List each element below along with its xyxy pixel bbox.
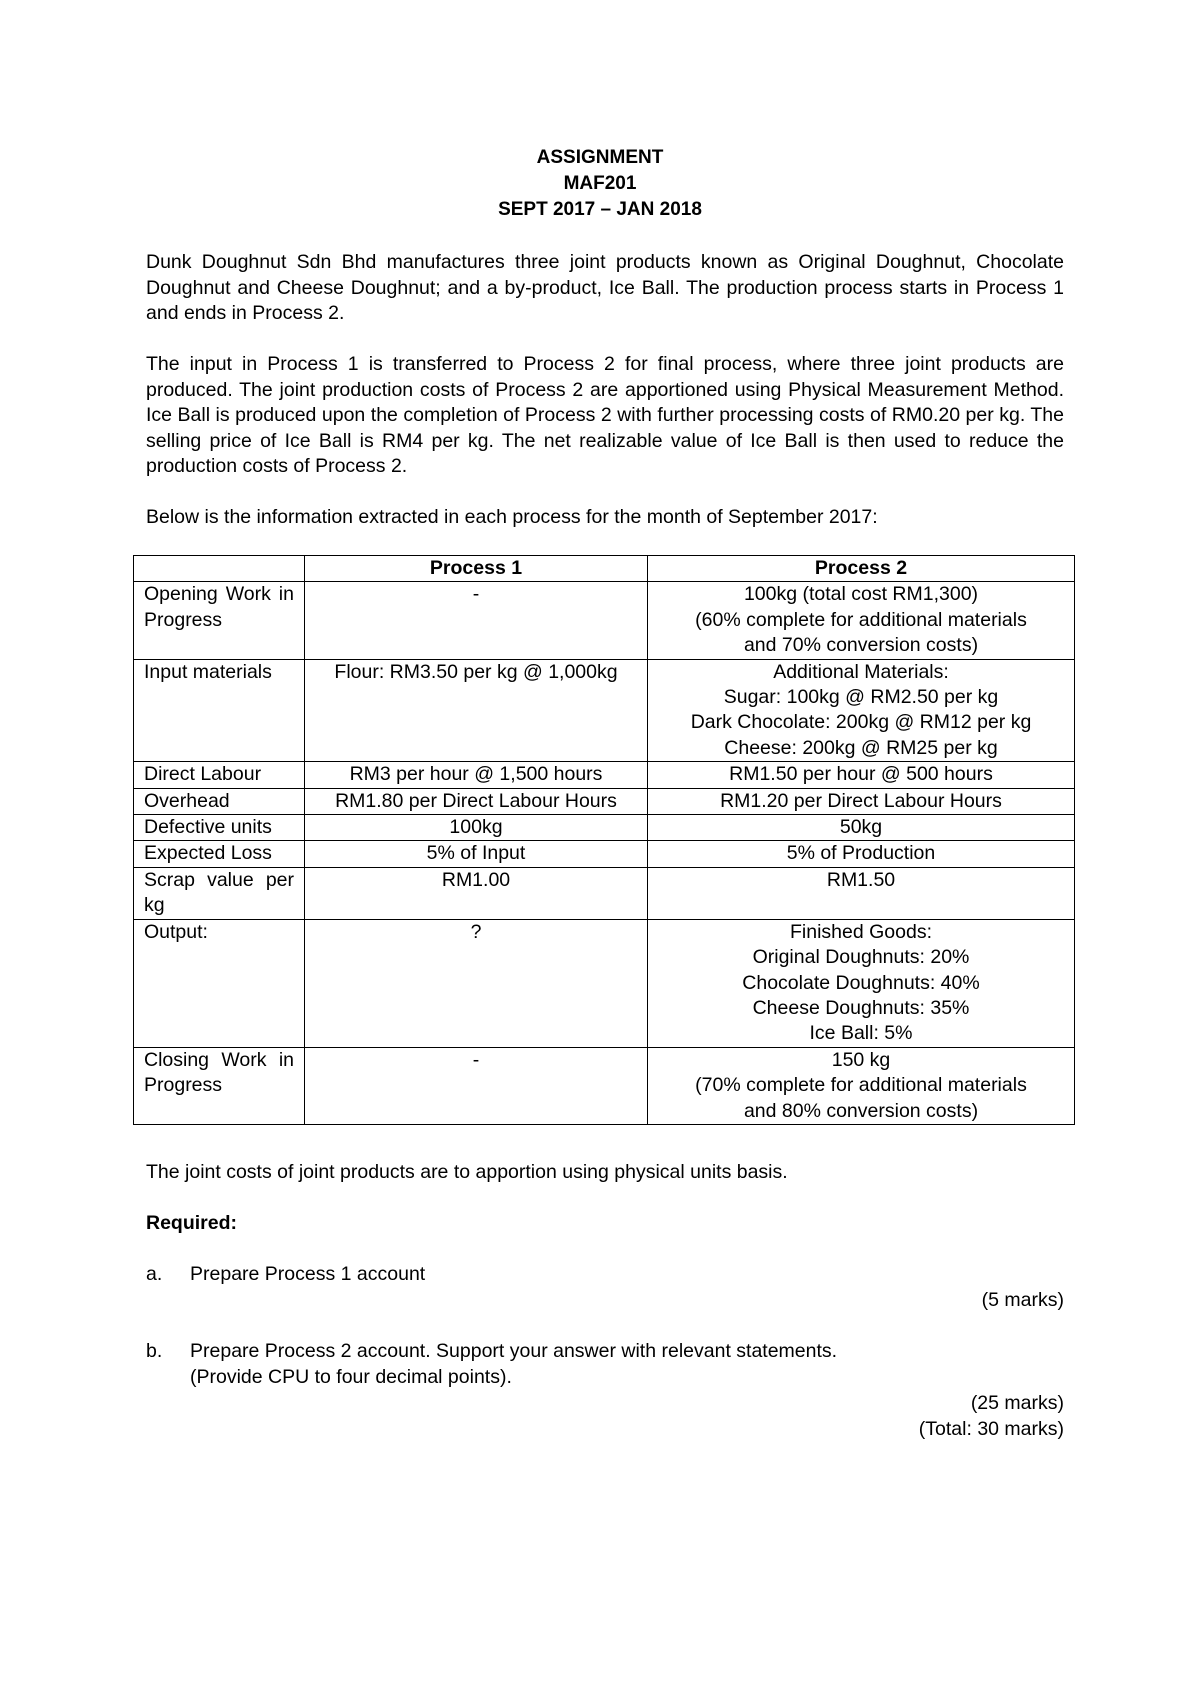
cell-line: 50kg <box>839 816 883 839</box>
cell-line: Ice Ball: 5% <box>809 1022 913 1045</box>
question-b-text: Prepare Process 2 account. Support your answer with relevant statements. <box>190 1340 838 1362</box>
cell-line: RM1.20 per Direct Labour Hours <box>720 789 1002 812</box>
table-header-process-2: Process 2 <box>648 556 1075 582</box>
row-label: Opening Work in Progress <box>134 582 305 659</box>
row-label: Expected Loss <box>134 841 305 867</box>
process-1-cell <box>305 582 648 659</box>
table-row <box>134 762 1075 788</box>
process-1-cell <box>305 919 648 1047</box>
row-label: Input materials <box>134 659 305 762</box>
question-b-letter: b. <box>146 1340 163 1362</box>
cell-line: (70% complete for additional materials <box>695 1074 1027 1097</box>
table-row <box>134 1047 1075 1124</box>
process-1-cell <box>305 841 648 867</box>
cell-line: 5% of Input <box>426 842 526 865</box>
question-a-letter: a. <box>146 1263 163 1285</box>
table-row <box>134 867 1075 919</box>
cell-line: and 80% conversion costs) <box>743 1099 979 1122</box>
cell-line: Dark Chocolate: 200kg @ RM12 per kg <box>690 711 1032 734</box>
process-2-cell <box>648 1047 1075 1124</box>
cell-line: Chocolate Doughnuts: 40% <box>742 971 980 994</box>
cell-line: Cheese Doughnuts: 35% <box>752 996 970 1019</box>
cell-line: Cheese: 200kg @ RM25 per kg <box>724 736 998 759</box>
table-header-blank <box>134 556 305 582</box>
process-1-cell <box>305 815 648 841</box>
cell-line: Original Doughnuts: 20% <box>752 946 970 969</box>
question-b-marks: (25 marks) <box>970 1392 1064 1414</box>
row-label: Overhead <box>134 788 305 814</box>
required-heading: Required: <box>146 1212 238 1234</box>
document-header <box>0 145 1200 223</box>
process-1-cell <box>305 788 648 814</box>
process-1-cell <box>305 659 648 762</box>
cell-line: RM3 per hour @ 1,500 hours <box>349 763 603 786</box>
table-row <box>134 815 1075 841</box>
process-2-cell <box>648 867 1075 919</box>
total-marks: (Total: 30 marks) <box>918 1418 1064 1440</box>
cell-line: RM1.50 per hour @ 500 hours <box>729 763 993 786</box>
process-2-cell <box>648 841 1075 867</box>
process-2-cell <box>648 815 1075 841</box>
header-title: ASSIGNMENT <box>536 147 664 168</box>
process-info-table <box>133 555 1075 1125</box>
cell-line: and 70% conversion costs) <box>743 634 979 657</box>
table-intro-paragraph: Below is the information extracted in each process for the month of September 2017: <box>146 506 878 528</box>
process-2-cell <box>648 919 1075 1047</box>
table-header-process-1: Process 1 <box>305 556 648 582</box>
process-1-cell <box>305 867 648 919</box>
process-description-paragraph: The input in Process 1 is transferred to Process 2 for final process, where three joint products are produced. The joint production costs of Process 2 are apportioned using Physical Measurement Method. Ice Ball is produced upon the completion of Process 2 with further processing costs of RM0.20 per kg. The selling price of Ice Ball is RM4 per kg. The net realizable value of Ice Ball is then used to reduce the production costs of Process 2. <box>146 353 1064 478</box>
table-row <box>134 582 1075 659</box>
cell-line: Finished Goods: <box>790 920 932 943</box>
question-b-note: (Provide CPU to four decimal points). <box>190 1366 512 1388</box>
question-a-text: Prepare Process 1 account <box>190 1263 426 1285</box>
cell-line: 100kg (total cost RM1,300) <box>743 583 979 606</box>
cell-line: Sugar: 100kg @ RM2.50 per kg <box>723 686 999 709</box>
row-label: Output: <box>134 919 305 1047</box>
joint-costs-paragraph: The joint costs of joint products are to apportion using physical units basis. <box>146 1161 788 1183</box>
row-label: Defective units <box>134 815 305 841</box>
intro-paragraph: Dunk Doughnut Sdn Bhd manufactures three joint products known as Original Doughnut, Chocolate Doughnut and Cheese Doughnut; and a by-product, Ice Ball. The production process starts in Process 1 and ends in Process 2. <box>146 251 1064 325</box>
cell-line: - <box>472 583 480 606</box>
cell-line: Flour: RM3.50 per kg @ 1,000kg <box>334 660 618 683</box>
cell-line: 150 kg <box>831 1048 891 1071</box>
process-2-cell <box>648 762 1075 788</box>
table-row <box>134 919 1075 1047</box>
row-label: Closing Work in Progress <box>134 1047 305 1124</box>
table-row <box>134 659 1075 762</box>
cell-line: - <box>472 1048 480 1071</box>
process-1-cell <box>305 762 648 788</box>
table-row <box>134 841 1075 867</box>
header-course-code: MAF201 <box>563 173 637 194</box>
cell-line: RM1.80 per Direct Labour Hours <box>335 789 617 812</box>
process-2-cell <box>648 659 1075 762</box>
cell-line: Additional Materials: <box>773 660 949 683</box>
cell-line: (60% complete for additional materials <box>695 608 1027 631</box>
header-semester: SEPT 2017 – JAN 2018 <box>498 199 702 220</box>
table-header-row <box>134 556 1075 582</box>
cell-line: RM1.00 <box>441 868 511 891</box>
process-1-cell <box>305 1047 648 1124</box>
row-label: Scrap value per kg <box>134 867 305 919</box>
table-row <box>134 788 1075 814</box>
cell-line: ? <box>470 920 482 943</box>
cell-line: 5% of Production <box>786 842 936 865</box>
cell-line: 100kg <box>449 816 503 839</box>
row-label: Direct Labour <box>134 762 305 788</box>
process-2-cell <box>648 582 1075 659</box>
question-a-marks: (5 marks) <box>981 1289 1064 1311</box>
cell-line: RM1.50 <box>826 868 896 891</box>
process-2-cell <box>648 788 1075 814</box>
